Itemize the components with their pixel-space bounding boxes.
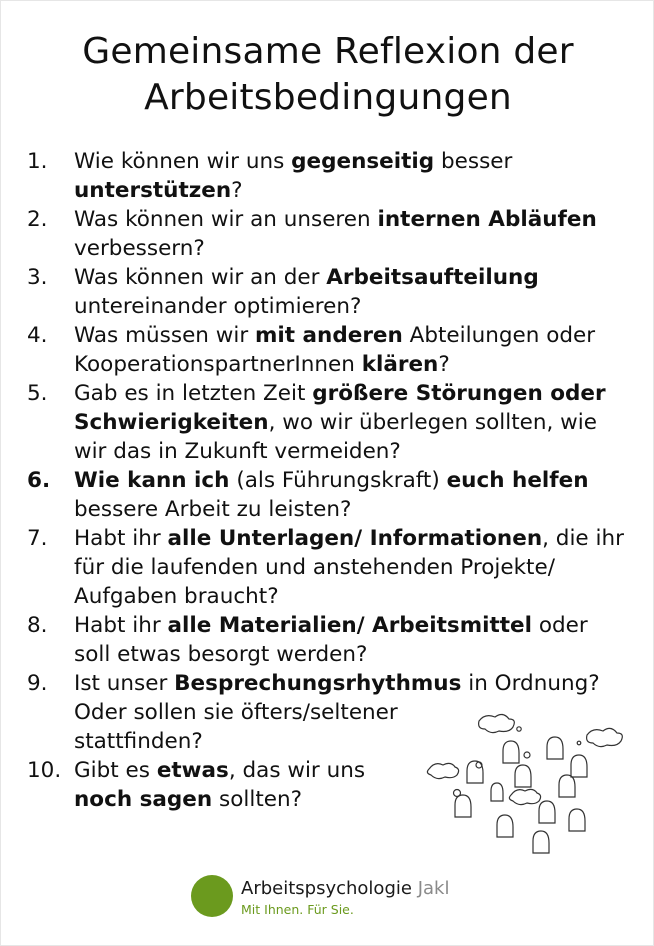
list-item [27,205,637,263]
body-text: (als Führungskraft) [229,468,447,493]
title-line-1: Gemeinsame Reflexion der [82,31,574,72]
body-text: verbessern? [74,236,205,261]
body-text: Gab es in letzten Zeit [74,381,313,406]
emphasis-text: mit anderen [255,323,403,348]
body-text: Gibt es [74,758,157,783]
list-number: 1. [27,149,48,174]
body-text: ? [438,352,450,377]
title-line-2: Arbeitsbedingungen [144,77,512,118]
list-item-line [74,495,637,524]
list-item-line [74,379,637,408]
list-number: 6. [27,468,51,493]
body-text: Habt ihr [74,613,168,638]
list-item-line [74,234,637,263]
body-text: in Ordnung? [461,671,600,696]
list-item-line [74,205,637,234]
list-item [27,263,637,321]
list-number: 3. [27,265,48,290]
list-item [27,321,637,379]
list-number: 7. [27,526,48,551]
logo-circle-icon [191,875,233,917]
footer-brand [191,875,491,925]
body-text: oder [532,613,588,638]
body-text: sollten? [212,787,303,812]
list-item-line [74,176,637,205]
body-text: Aufgaben braucht? [74,584,279,609]
body-text: stattfinden? [74,729,203,754]
list-item [27,611,637,669]
list-number: 2. [27,207,48,232]
body-text: bessere Arbeit zu leisten? [74,497,352,522]
list-item-line [74,350,637,379]
body-text: besser [434,149,513,174]
body-text: KooperationspartnerInnen [74,352,362,377]
emphasis-text: Schwierigkeiten [74,410,269,435]
body-text: untereinander optimieren? [74,294,362,319]
emphasis-text: alle Materialien/ Arbeitsmittel [167,613,532,638]
body-text: ? [231,178,243,203]
emphasis-text: gegenseitig [291,149,435,174]
list-item-line [74,292,637,321]
body-text: für die laufenden und anstehenden Projekte/ [74,555,555,580]
brand-surname: Jakl [417,878,450,899]
emphasis-text: internen Abläufen [377,207,597,232]
list-number: 4. [27,323,48,348]
list-item [27,147,637,205]
list-number: 9. [27,671,48,696]
list-number: 5. [27,381,48,406]
list-item-line [74,263,637,292]
emphasis-text: etwas [156,758,229,783]
body-text: , die ihr [542,526,624,551]
body-text: Was können wir an unseren [74,207,378,232]
list-item [27,524,637,611]
list-item-line [74,408,637,437]
body-text: soll etwas besorgt werden? [74,642,368,667]
list-item-line [74,437,637,466]
people-with-thought-bubbles-icon [419,707,639,867]
list-item [27,379,637,466]
body-text: Was können wir an der [74,265,327,290]
list-item-line [74,466,637,495]
list-item [27,466,637,524]
body-text: Ist unser [74,671,175,696]
body-text: Was müssen wir [74,323,255,348]
emphasis-text: Besprechungsrhythmus [174,671,462,696]
body-text: , wo wir überlegen sollten, wie [268,410,597,435]
body-text: , das wir uns [228,758,366,783]
body-text: Oder sollen sie öfters/seltener [74,700,398,725]
list-item-line [74,524,637,553]
emphasis-text: noch sagen [74,787,213,812]
list-item-line [74,611,637,640]
emphasis-text: euch helfen [446,468,589,493]
body-text: Abteilungen oder [402,323,596,348]
emphasis-text: unterstützen [74,178,232,203]
emphasis-text: alle Unterlagen/ Informationen [167,526,543,551]
list-number: 10. [27,758,62,783]
list-item-line [74,147,637,176]
brand-name [241,879,449,899]
emphasis-text: Wie kann ich [74,468,230,493]
list-item-line [74,640,637,669]
body-text: Wie können wir uns [74,149,292,174]
emphasis-text: Arbeitsaufteilung [326,265,539,290]
list-item-line [74,669,637,698]
list-item-line [74,321,637,350]
page-title [1,29,654,121]
body-text: wir das in Zukunft vermeiden? [74,439,401,464]
list-number: 8. [27,613,48,638]
body-text: Habt ihr [74,526,168,551]
brand-slogan: Mit Ihnen. Für Sie. [241,902,354,917]
list-item-line [74,553,637,582]
emphasis-text: klären [361,352,439,377]
list-item-line [74,582,637,611]
emphasis-text: größere Störungen oder [312,381,606,406]
brand-main: Arbeitspsychologie [241,878,412,899]
